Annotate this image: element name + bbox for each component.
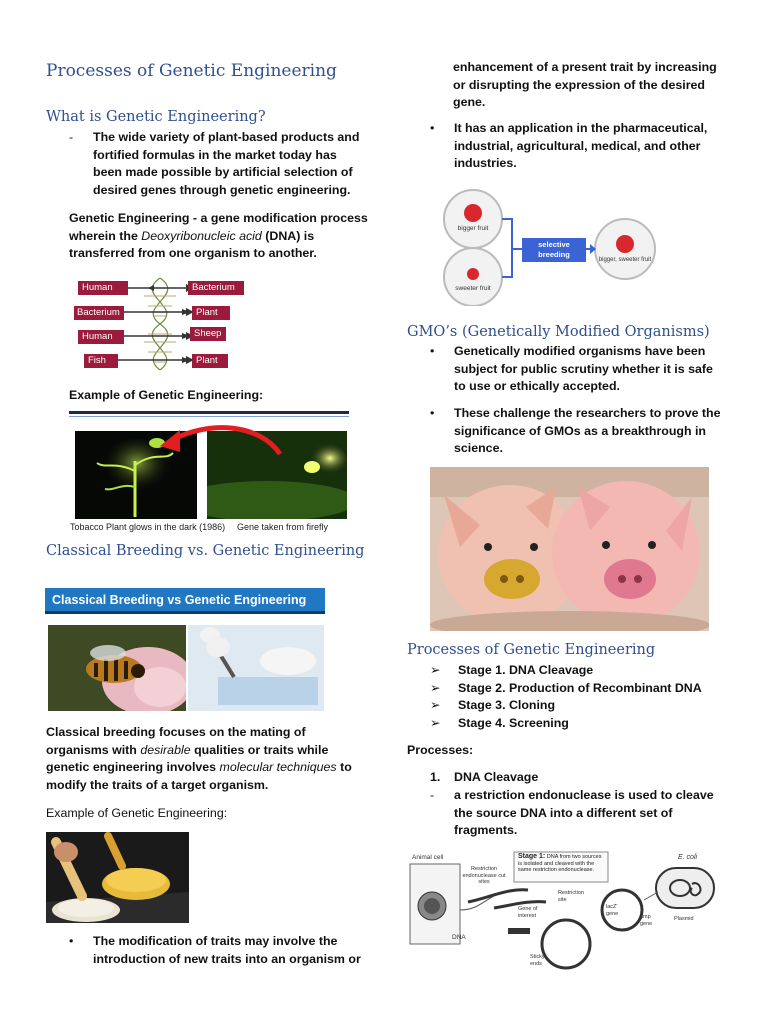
divider-rule-thin xyxy=(69,416,349,417)
bigger-sweeter-label: bigger, sweeter fruit xyxy=(598,257,652,263)
corn-icon xyxy=(46,832,189,923)
transfer-to-sheep: Sheep xyxy=(190,327,226,341)
continuation-text: enhancement of a present trait by increasing or disrupting the expression of the desired gene. xyxy=(453,60,717,110)
stage1-diagram xyxy=(408,850,720,976)
number-marker: 1. xyxy=(430,770,441,784)
gmo-bullet-1 xyxy=(430,343,725,396)
dash-marker: - xyxy=(69,130,74,144)
gmo-heading: GMO’s (Genetically Modified Organisms) xyxy=(407,324,710,340)
selective-breeding-diagram xyxy=(440,188,660,306)
arrow-bullet-icon: ➢ xyxy=(430,715,441,730)
dna-cleavage-item xyxy=(430,769,720,787)
application-bullet xyxy=(430,120,722,173)
definition-em: Deoxyribonucleic acid xyxy=(141,228,262,243)
arrow-bullet-icon: ➢ xyxy=(430,698,441,713)
page-title: Processes of Genetic Engineering xyxy=(46,61,337,81)
transfer-to-bacterium: Bacterium xyxy=(188,281,244,295)
bullet-marker: • xyxy=(69,934,74,948)
divider-rule xyxy=(69,411,349,414)
stage1-text: DNA from two sources is isolated and cleaved with the same restriction endonuclease. xyxy=(518,854,602,873)
pigs-icon xyxy=(430,467,709,631)
gmo-bullet-2 xyxy=(430,405,725,458)
corn-grain-image xyxy=(46,832,189,923)
application-bullet-text: It has an application in the pharmaceutical, industrial, agricultural, medical, and other industries. xyxy=(454,121,708,171)
stage-list xyxy=(430,662,730,732)
gene-transfer-figure xyxy=(74,276,246,371)
transfer-from-human-1: Human xyxy=(78,281,128,295)
gmo-bullet-2-text: These challenge the researchers to prove the significance of GMOs as a breakthrough in science. xyxy=(454,406,721,456)
modification-bullet-text: The modification of traits may involve the introduction of new traits into an organism or xyxy=(93,934,361,966)
glowing-pigs-image xyxy=(430,467,709,631)
stage-item-4 xyxy=(430,715,730,733)
arrow-bullet-icon: ➢ xyxy=(430,663,441,677)
classical-em-1: desirable xyxy=(140,742,191,757)
stage-label: Stage 4. Screening xyxy=(458,715,569,730)
processes-heading: Processes of Genetic Engineering xyxy=(407,642,656,658)
processes-label: Processes: xyxy=(407,743,474,757)
definition-part-1: Genetic Engineering - a gene modification process wherein the xyxy=(69,211,368,243)
classical-banner: Classical Breeding vs Genetic Engineering xyxy=(45,588,325,614)
restriction-label: Restriction endonuclease cut sites xyxy=(462,866,506,885)
bigger-fruit-label: bigger fruit xyxy=(457,225,489,232)
dna-cleavage-text: a restriction endonuclease is used to cleave the source DNA into a different set of fragments. xyxy=(454,788,714,838)
example-label-1: Example of Genetic Engineering: xyxy=(69,388,264,402)
transfer-from-human-2: Human xyxy=(78,330,124,344)
sticky-ends-label: Sticky ends xyxy=(530,954,545,967)
pipette-icon xyxy=(188,625,324,711)
classical-part-1: Classical breeding focuses on the mating of organisms with xyxy=(46,725,306,757)
gmo-bullet-1-text: Genetically modified organisms have been subject for public scrutiny whether it is safe to use or ethically accepted. xyxy=(454,344,713,394)
intro-bullet-text: The wide variety of plant-based products and fortified formulas in the market today has been made possible by artificial selection of desired genes through genetic engineering. xyxy=(93,130,360,197)
dna-cleavage-description xyxy=(430,787,720,840)
what-heading: What is Genetic Engineering? xyxy=(46,109,266,125)
bullet-marker: • xyxy=(430,344,435,358)
lab-pipette-image xyxy=(188,625,324,711)
modification-bullet xyxy=(69,933,365,968)
dna-label: DNA xyxy=(452,934,466,941)
arrow-bullet-icon: ➢ xyxy=(430,680,441,695)
apple-icon xyxy=(464,204,482,222)
bullet-marker: • xyxy=(430,406,435,420)
amp-label: amp gene xyxy=(640,914,653,927)
definition-part-2: (DNA) is transferred from one organism to another. xyxy=(69,228,317,261)
stage-label: Stage 3. Cloning xyxy=(458,698,556,713)
transfer-to-plant-2: Plant xyxy=(192,354,228,368)
caption-tobacco: Tobacco Plant glows in the dark (1986) xyxy=(70,522,226,532)
stage-label: Stage 1. DNA Cleavage xyxy=(458,663,594,677)
bee-icon xyxy=(48,625,186,711)
classical-part-2: qualities or traits while genetic engineering involves xyxy=(46,742,329,775)
sweeter-fruit-label: sweeter fruit xyxy=(455,285,491,292)
bee-flower-image xyxy=(48,625,186,711)
apple-icon xyxy=(616,235,634,253)
restriction-site-label: Restriction site xyxy=(558,890,584,903)
stage-item-1 xyxy=(430,662,730,680)
definition-paragraph xyxy=(69,210,369,263)
stage-item-3 xyxy=(430,697,730,715)
stage-item-2 xyxy=(430,680,730,698)
bullet-marker: • xyxy=(430,121,435,135)
transfer-from-fish: Fish xyxy=(84,354,118,368)
classical-heading: Classical Breeding vs. Genetic Engineering xyxy=(46,543,365,559)
example-label-2: Example of Genetic Engineering: xyxy=(46,806,228,820)
stage1-bold: Stage 1: xyxy=(518,853,546,860)
gene-interest-label: Gene of interest xyxy=(518,906,538,919)
dash-marker: - xyxy=(430,788,435,802)
dna-cleavage-title: DNA Cleavage xyxy=(454,770,539,784)
ecoli-label: E. coli xyxy=(678,854,698,861)
stage1-callout xyxy=(518,854,606,874)
lacz-label: lacZ' gene xyxy=(606,904,619,917)
transfer-from-bacterium: Bacterium xyxy=(74,306,124,320)
transfer-to-plant-1: Plant xyxy=(192,306,230,320)
classical-em-2: molecular techniques xyxy=(219,760,337,775)
selective-breeding-label: selective breeding xyxy=(538,240,570,259)
red-arrow-icon xyxy=(150,418,290,458)
apple-icon xyxy=(467,268,479,280)
intro-bullet xyxy=(69,129,369,199)
classical-part-3: to modify the traits of a target organism. xyxy=(46,760,352,792)
plasmid-label: Plasmid xyxy=(674,916,694,922)
stage-label: Stage 2. Production of Recombinant DNA xyxy=(458,680,702,695)
animal-cell-label: Animal cell xyxy=(412,854,444,861)
caption-firefly: Gene taken from firefly xyxy=(237,522,329,532)
classical-paragraph xyxy=(46,724,366,794)
